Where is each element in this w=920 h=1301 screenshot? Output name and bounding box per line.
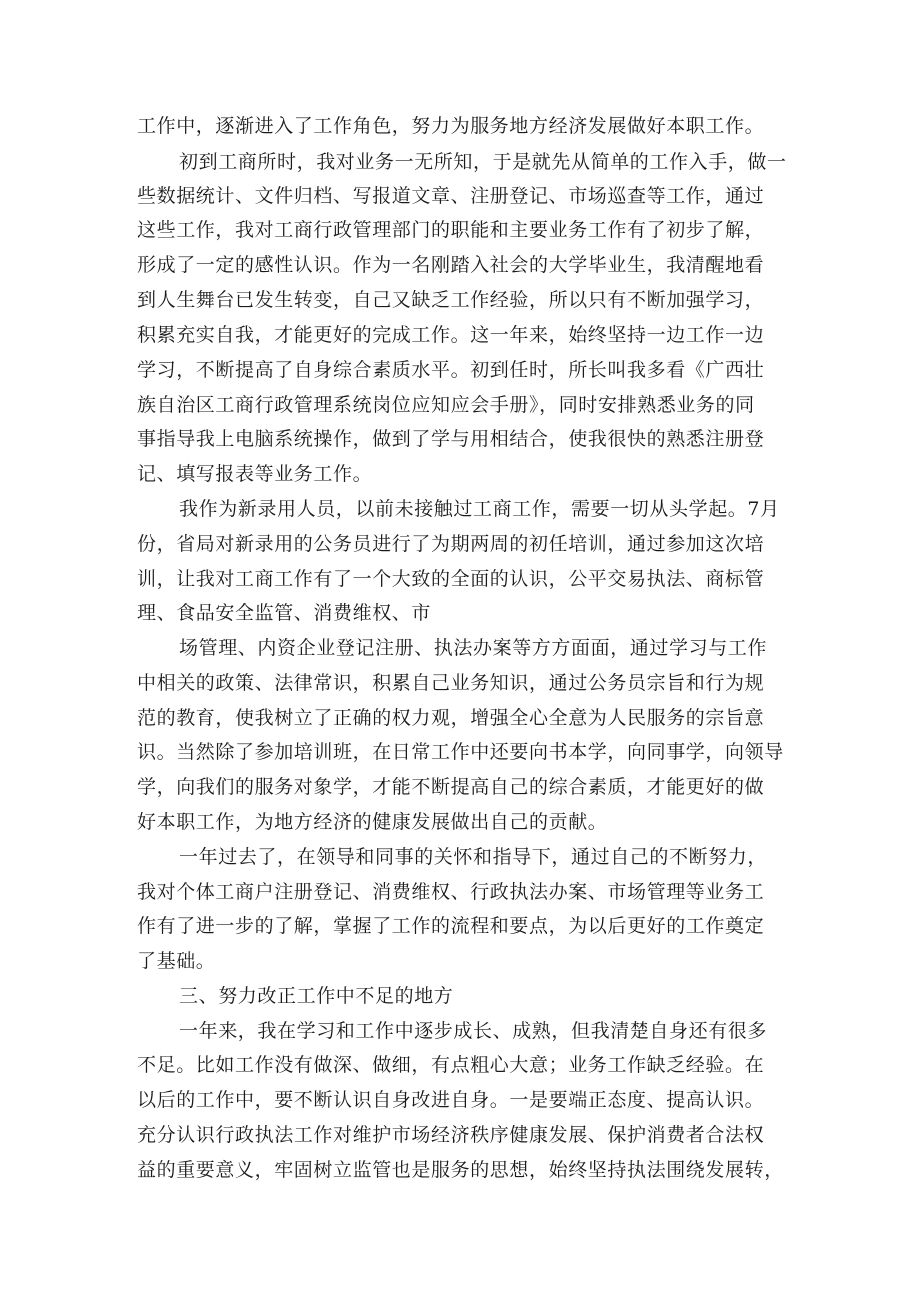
text-line: 学习，不断提高了自身综合素质水平。初到任时，所长叫我多看《广西壮 — [137, 359, 765, 381]
text-line: 份，省局对新录用的公务员进行了为期两周的初任培训，通过参加这次培 — [137, 533, 765, 555]
text-line: 识。当然除了参加培训班，在日常工作中还要向书本学，向同事学，向领导 — [137, 741, 784, 763]
section-heading: 三、努力改正工作中不足的地方 — [179, 985, 454, 1007]
text-line: 初到工商所时，我对业务一无所知，于是就先从简单的工作入手，做一 — [179, 151, 787, 173]
text-line: 工作中，逐渐进入了工作角色，努力为服务地方经济发展做好本职工作。 — [137, 115, 765, 137]
text-line: 形成了一定的感性认识。作为一名刚踏入社会的大学毕业生，我清醒地看 — [137, 254, 765, 276]
text-line: 一年过去了，在领导和同事的关怀和指导下，通过自己的不断努力， — [179, 846, 768, 868]
text-line: 了基础。 — [137, 950, 216, 972]
text-line: 作有了进一步的了解，掌握了工作的流程和要点，为以后更好的工作奠定 — [137, 915, 765, 937]
text-line: 以后的工作中，要不断认识自身改进自身。一是要端正态度、提高认识。 — [137, 1089, 765, 1111]
text-line: 理、食品安全监管、消费维权、市 — [137, 602, 432, 624]
text-line: 学，向我们的服务对象学，才能不断提高自己的综合素质，才能更好的做 — [137, 776, 765, 798]
text-line: 益的重要意义，牢固树立监管也是服务的思想，始终坚持执法围绕发展转， — [137, 1159, 784, 1181]
text-line: 些数据统计、文件归档、写报道文章、注册登记、市场巡查等工作，通过 — [137, 185, 765, 207]
text-line: 到人生舞台已发生转变，自己又缺乏工作经验，所以只有不断加强学习， — [137, 289, 765, 311]
text-line: 记、填写报表等业务工作。 — [137, 463, 373, 485]
text-line: 范的教育，使我树立了正确的权力观，增强全心全意为人民服务的宗旨意 — [137, 707, 765, 729]
text-line: 训，让我对工商工作有了一个大致的全面的认识，公平交易执法、商标管 — [137, 568, 765, 590]
text-line: 我作为新录用人员，以前未接触过工商工作，需要一切从头学起。7月 — [179, 498, 780, 520]
text-line: 场管理、内资企业登记注册、执法办案等方方面面，通过学习与工作 — [179, 637, 768, 659]
text-line: 这些工作，我对工商行政管理部门的职能和主要业务工作有了初步了解， — [137, 219, 765, 241]
text-line: 不足。比如工作没有做深、做细，有点粗心大意；业务工作缺乏经验。在 — [137, 1054, 765, 1076]
text-line: 事指导我上电脑系统操作，做到了学与用相结合，使我很快的熟悉注册登 — [137, 428, 765, 450]
text-line: 中相关的政策、法律常识，积累自己业务知识，通过公务员宗旨和行为规 — [137, 672, 765, 694]
text-line: 好本职工作，为地方经济的健康发展做出自己的贡献。 — [137, 811, 608, 833]
text-line: 充分认识行政执法工作对维护市场经济秩序健康发展、保护消费者合法权 — [137, 1124, 765, 1146]
text-line: 一年来，我在学习和工作中逐步成长、成熟，但我清楚自身还有很多 — [179, 1020, 768, 1042]
text-line: 我对个体工商户注册登记、消费维权、行政执法办案、市场管理等业务工 — [137, 881, 765, 903]
text-line: 族自治区工商行政管理系统岗位应知应会手册》，同时安排熟悉业务的同 — [137, 394, 755, 416]
text-line: 积累充实自我，才能更好的完成工作。这一年来，始终坚持一边工作一边 — [137, 324, 765, 346]
